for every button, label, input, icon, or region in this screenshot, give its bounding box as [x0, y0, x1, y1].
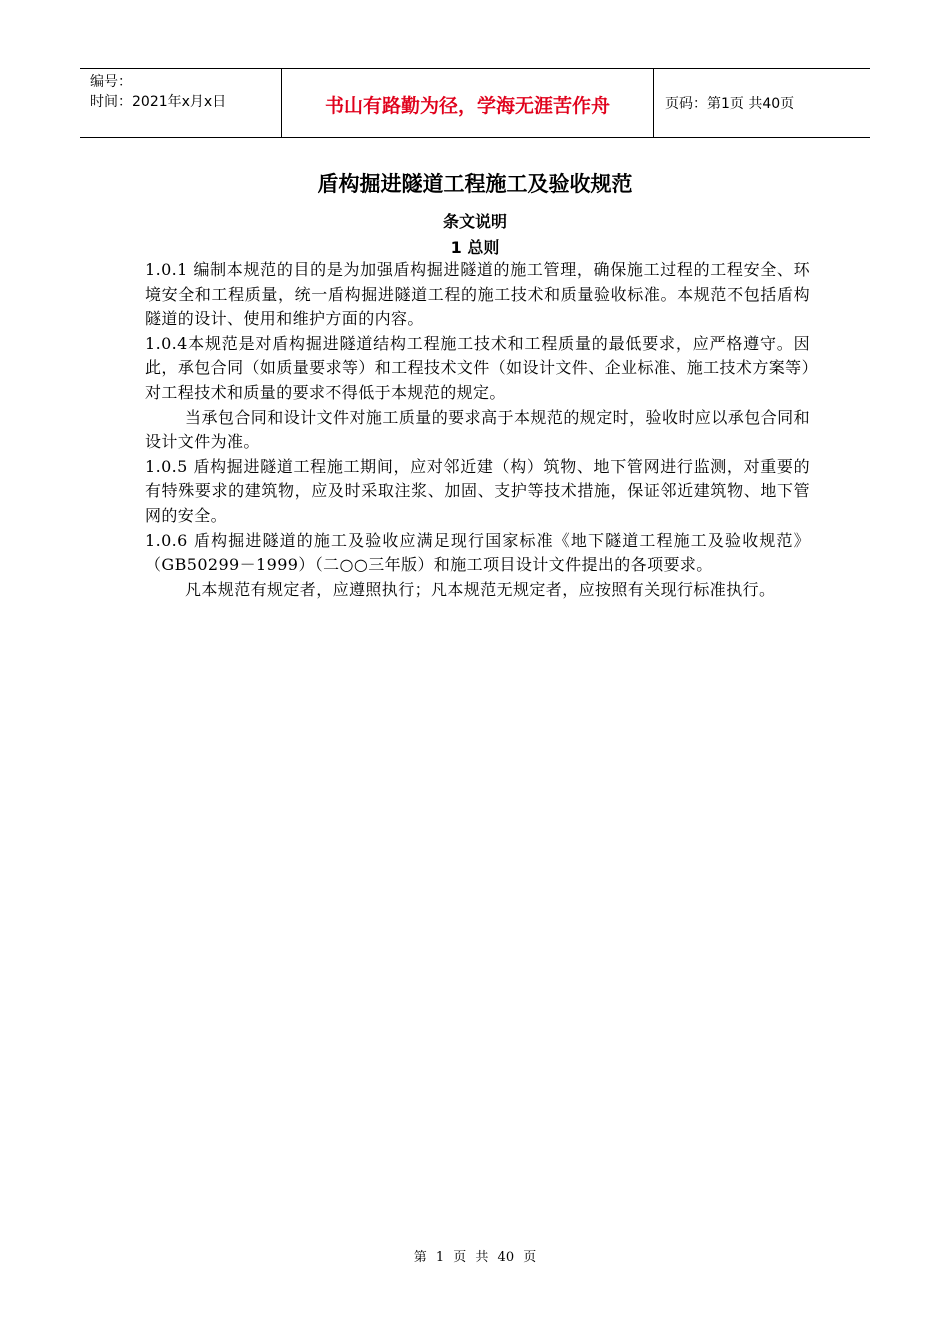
- header-motto: 书山有路勤为径，学海无涯苦作舟: [281, 69, 654, 137]
- document-body: [145, 258, 810, 602]
- clause-1-0-6: 1.0.6 盾构掘进隧道的施工及验收应满足现行国家标准《地下隧道工程施工及验收规范》（GB50299－1999）（二○○三年版）和施工项目设计文件提出的各项要求。: [145, 530, 810, 575]
- header-page-info: 页码：第1页 共40页: [665, 96, 795, 112]
- number-label: 编号：: [90, 74, 132, 90]
- header-meta: [80, 69, 281, 137]
- document-subtitle: 条文说明: [442, 212, 507, 231]
- page-footer: 第 1 页 共 40 页: [413, 1250, 537, 1265]
- page-header: [80, 68, 870, 138]
- clause-1-0-4: 1.0.4本规范是对盾构掘进隧道结构工程施工技术和工程质量的最低要求，应严格遵守。因此，承包合同（如质量要求等）和工程技术文件（如设计文件、企业标准、施工技术方案等）对工程技术和质量的要求不得低于本规范的规定。: [145, 333, 810, 402]
- clause-1-0-6-continued: 凡本规范有规定者，应遵照执行；凡本规范无规定者，应按照有关现行标准执行。: [185, 579, 776, 599]
- clause-1-0-4-continued: 当承包合同和设计文件对施工质量的要求高于本规范的规定时，验收时应以承包合同和设计文件为准。: [145, 407, 810, 452]
- clause-1-0-1: 1.0.1 编制本规范的目的是为加强盾构掘进隧道的施工管理，确保施工过程的工程安全、环境安全和工程质量，统一盾构掘进隧道工程的施工技术和质量验收标准。本规范不包括盾构隧道的设计、使用和维护方面的内容。: [145, 260, 810, 329]
- clause-1-0-5: 1.0.5 盾构掘进隧道工程施工期间，应对邻近建（构）筑物、地下管网进行监测，对重要的有特殊要求的建筑物，应及时采取注浆、加固、支护等技术措施，保证邻近建筑物、地下管网的安全。: [145, 456, 810, 525]
- time-label: 时间：2021年x月x日: [90, 94, 227, 110]
- document-title: 盾构掘进隧道工程施工及验收规范: [317, 172, 633, 196]
- chapter-heading: 1 总则: [450, 238, 500, 257]
